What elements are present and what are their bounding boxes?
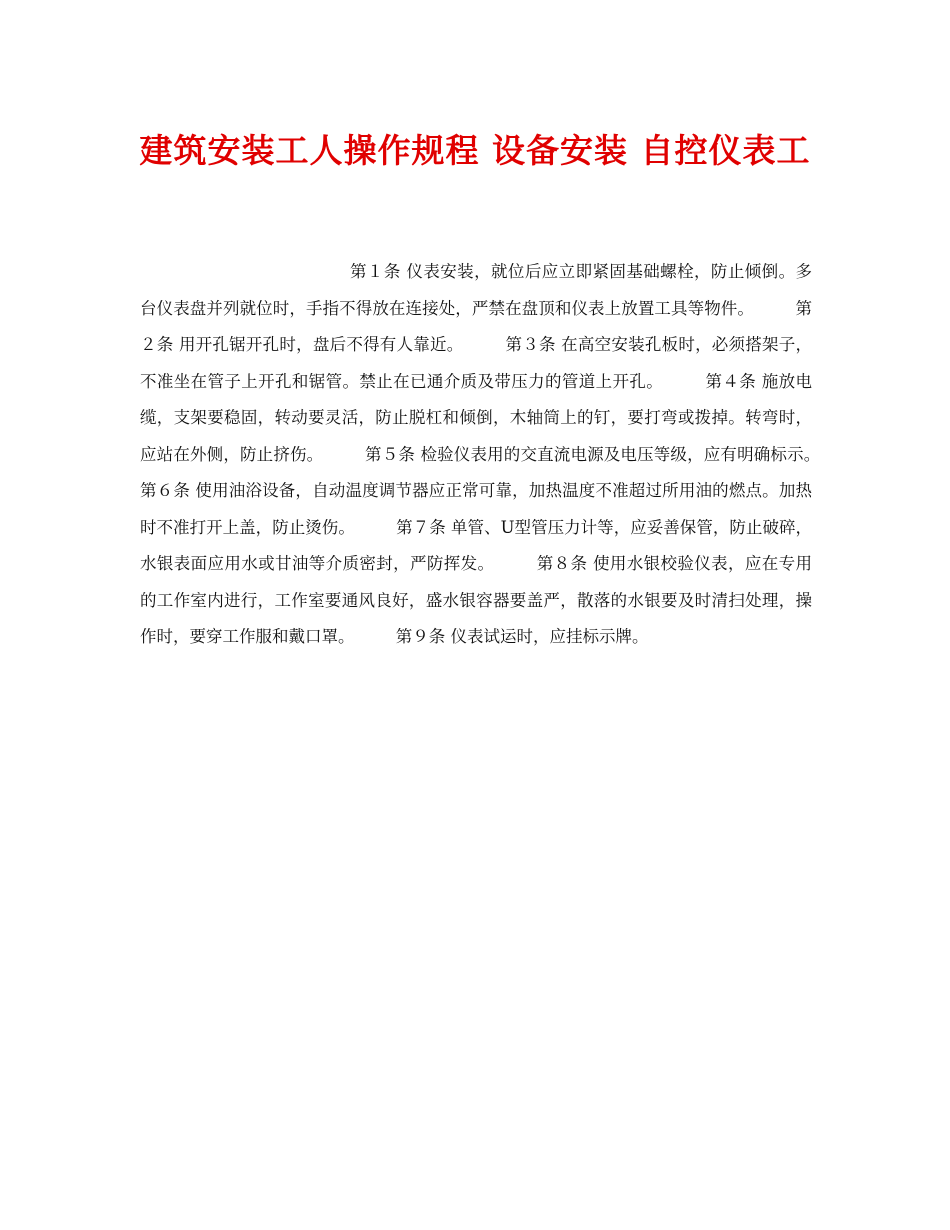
document-title: 建筑安装工人操作规程 设备安装 自控仪表工 bbox=[139, 131, 811, 170]
document-body: 第１条 仪表安装，就位后应立即紧固基础螺栓，防止倾倒。多台仪表盘并列就位时，手指不得放在连接处，严禁在盘顶和仪表上放置工具等物件。 第２条 用开孔锯开孔时，盘后不得有人靠近。 第３条 在高空安装孔板时，必须搭架子，不准坐在管子上开孔和锯管。禁止在已通介质及带压力的管道上开孔。 第４条 施放电缆，支架要稳固，转动要灵活，防止脱杠和倾倒，木轴筒上的钉，要打弯或拨掉。转弯时，应站在外侧，防止挤伤。 第５条 检验仪表用的交直流电源及电压等级，应有明确标示。 第６条 使用油浴设备，自动温度调节器应正常可靠，加热温度不准超过所用油的燃点。加热时不准打开上盖，防止烫伤。 第７条 单管、U型管压力计等，应妥善保管，防止破碎，水银表面应用水或甘油等介质密封，严防挥发。 第８条 使用水银校验仪表，应在专用的工作室内进行，工作室要通风良好，盛水银容器要盖严，散落的水银要及时清扫处理，操作时，要穿工作服和戴口罩。 第９条 仪表试运时，应挂标示牌。 bbox=[140, 262, 862, 646]
